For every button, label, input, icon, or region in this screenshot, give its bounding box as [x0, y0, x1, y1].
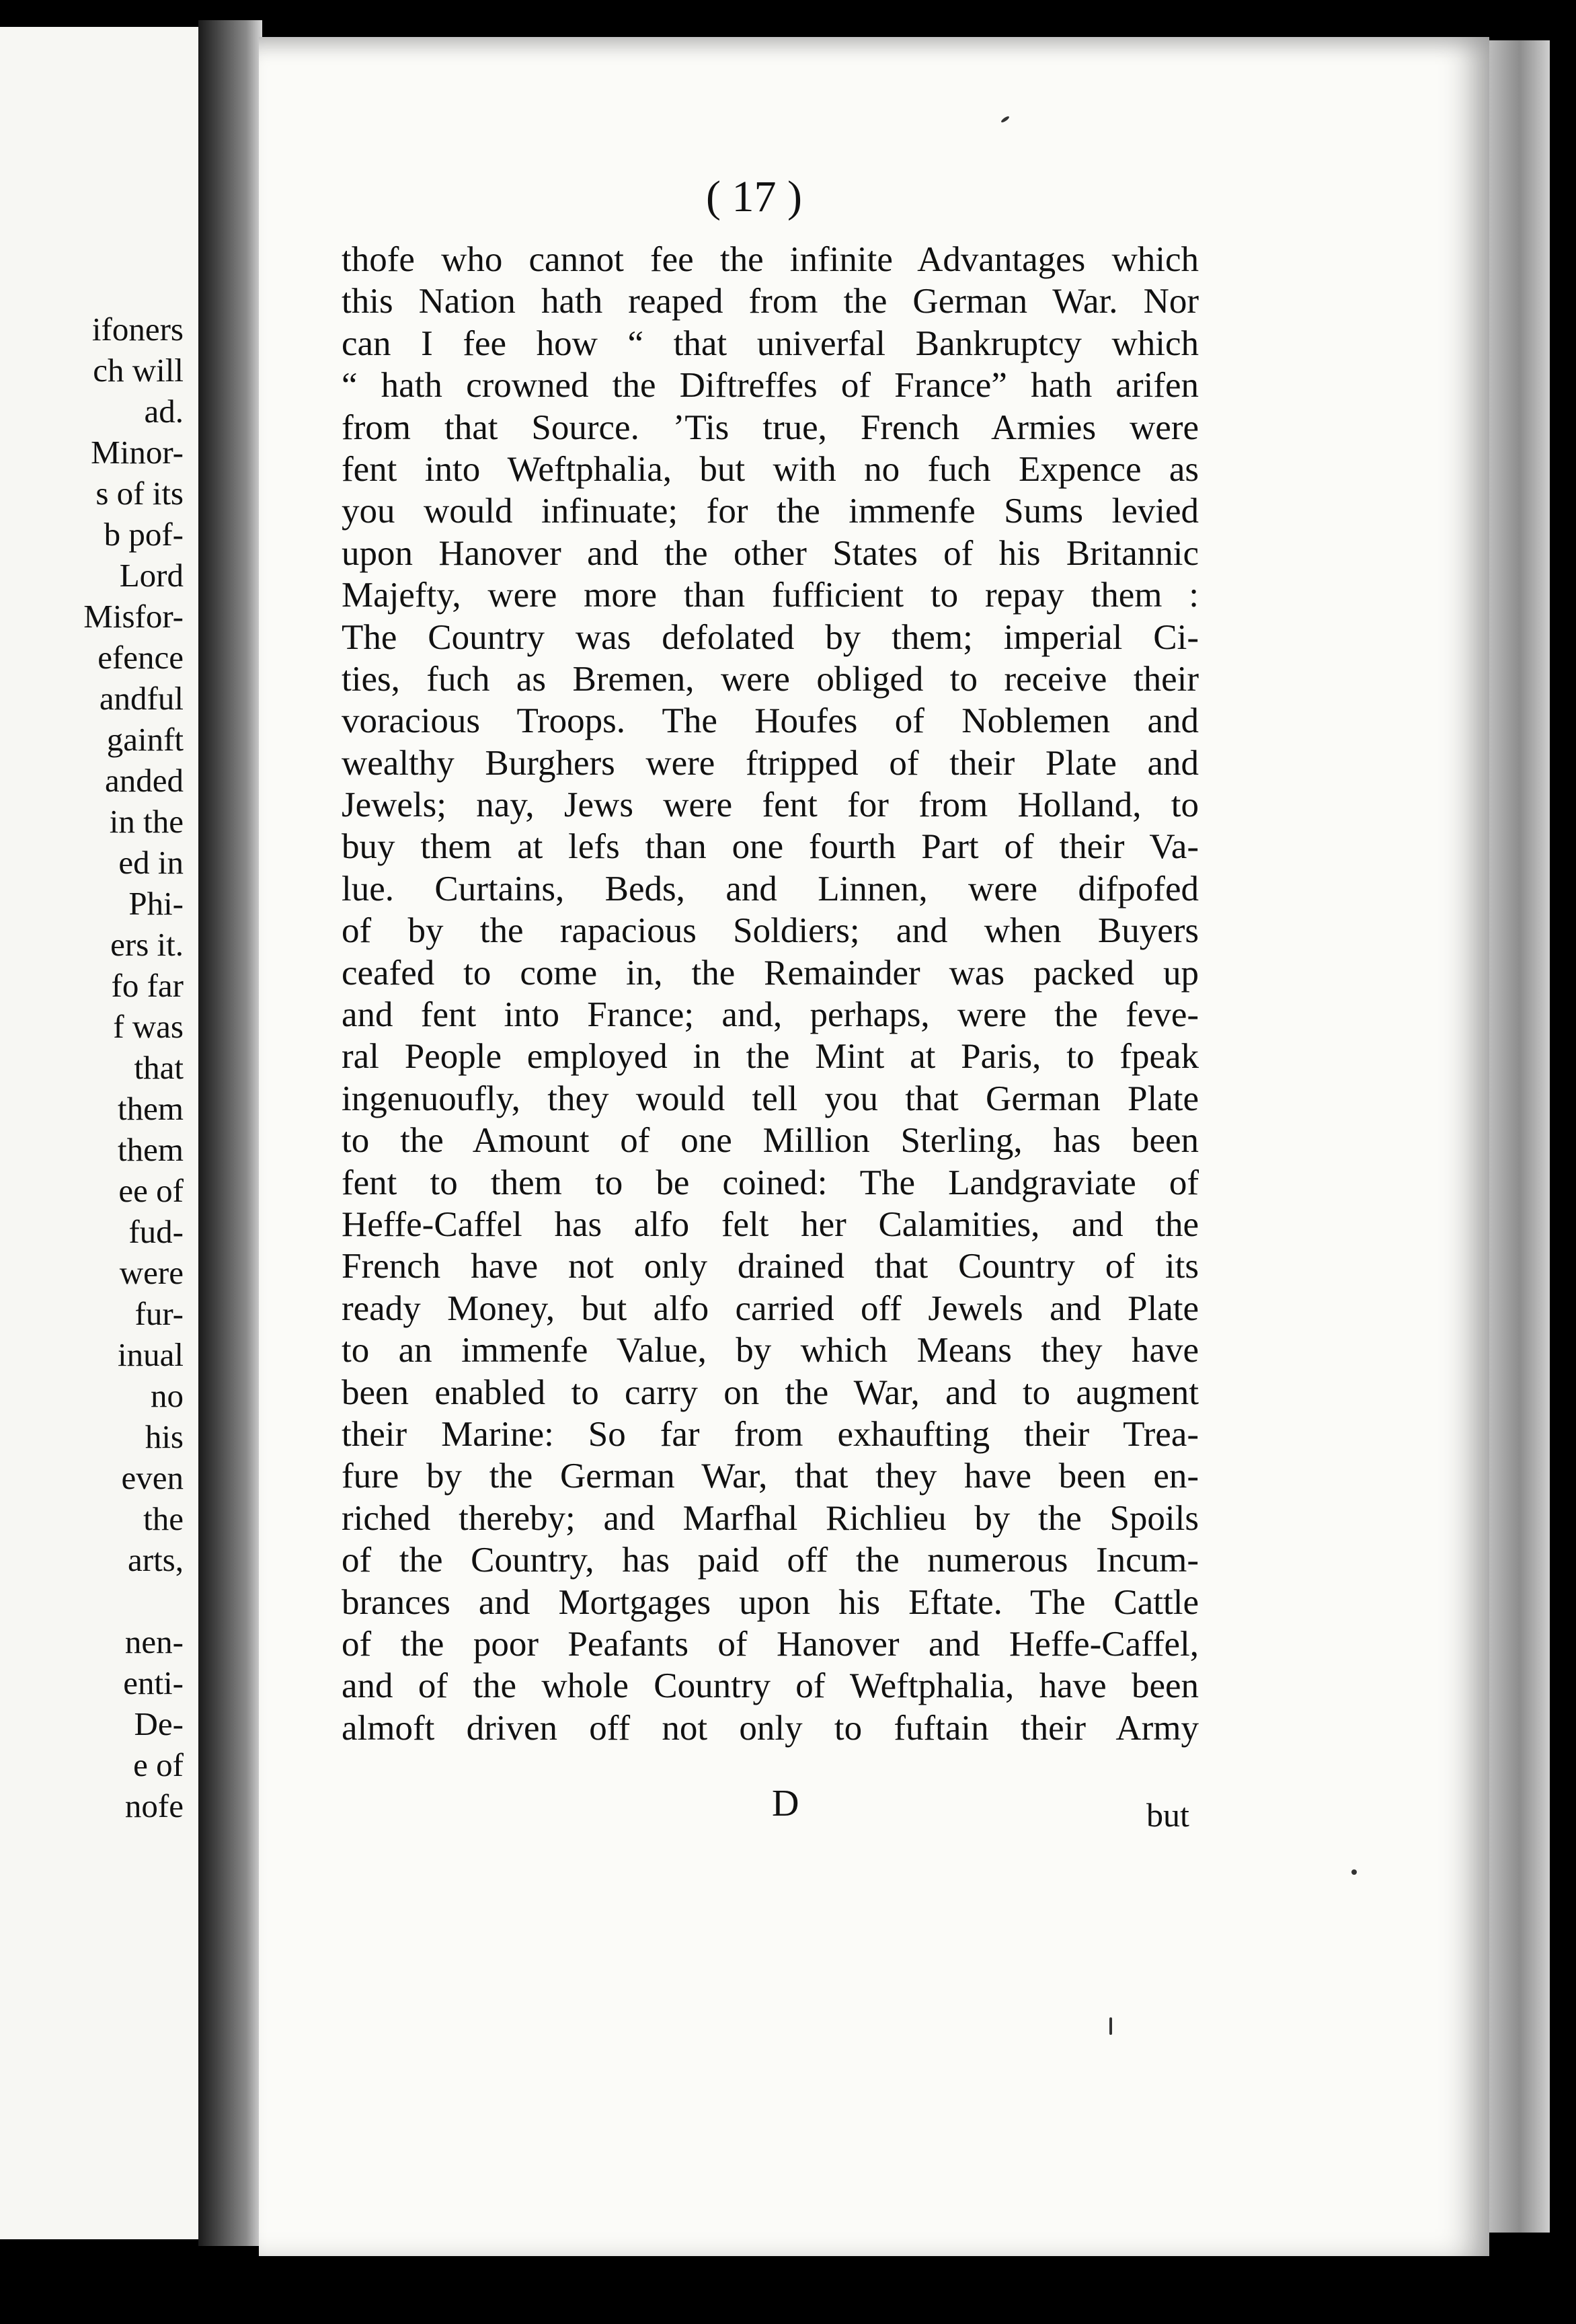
text-line: fure by the German War, that they have been en-: [342, 1457, 1199, 1496]
left-page-line: fud-: [128, 1213, 184, 1250]
left-page-line: the: [143, 1500, 184, 1537]
left-page-line: Misfor-: [83, 598, 184, 635]
text-line: lue. Curtains, Beds, and Linnen, were difpofed: [342, 869, 1199, 908]
text-line: ingenuoufly, they would tell you that German Plate: [342, 1079, 1199, 1118]
text-line: and of the whole Country of Weftphalia, have been: [342, 1666, 1199, 1706]
left-page-line: were: [119, 1254, 184, 1291]
page-edge: [1489, 40, 1550, 2233]
left-page-line: ee of: [118, 1172, 184, 1209]
left-page-line: nen-: [124, 1623, 184, 1660]
text-line: been enabled to carry on the War, and to augment: [342, 1372, 1199, 1412]
text-line: almoft driven off not only to fuftain their Army: [342, 1708, 1199, 1748]
text-line: from that Source. ’Tis true, French Armies were: [342, 408, 1199, 447]
left-page-line: ifoners: [91, 311, 184, 348]
text-line: fent to them to be coined: The Landgraviate of: [342, 1163, 1199, 1202]
text-line: of the poor Peafants of Hanover and Heffe-Caffel,: [342, 1624, 1199, 1664]
text-line: upon Hanover and the other States of his Britannic: [342, 533, 1199, 573]
text-line: ties, fuch as Bremen, were obliged to receive their: [342, 659, 1199, 699]
page-number: ( 17 ): [706, 172, 802, 221]
left-page-line: De-: [134, 1705, 184, 1742]
left-page-line: even: [121, 1459, 184, 1496]
text-line: The Country was defolated by them; imperial Ci-: [342, 617, 1199, 657]
left-page-line: arts,: [128, 1541, 184, 1578]
left-page-line: anded: [105, 762, 184, 799]
text-line: you would infinuate; for the immenfe Sums levied: [342, 492, 1199, 531]
text-line: Jewels; nay, Jews were fent for from Holland, to: [342, 785, 1199, 825]
left-page-line: fo far: [111, 967, 184, 1004]
text-line: ral People employed in the Mint at Paris, to fpeak: [342, 1037, 1199, 1077]
book-gutter: [198, 20, 262, 2246]
catchword: but: [1146, 1796, 1189, 1834]
left-page-fragment: [0, 27, 198, 2239]
left-page-line: b pof-: [104, 516, 184, 553]
left-page-line: ed in: [118, 844, 184, 881]
left-page-line: ad.: [144, 393, 184, 430]
text-line: ceafed to come in, the Remainder was packed up: [342, 953, 1199, 993]
left-page-line: fur-: [134, 1295, 184, 1332]
body-text: [342, 239, 1199, 1749]
text-line: of the Country, has paid off the numerous Incum-: [342, 1541, 1199, 1580]
left-page-line: efence: [97, 639, 184, 676]
left-page-line: no: [151, 1377, 184, 1414]
text-line: brances and Mortgages upon his Eftate. The Cattle: [342, 1582, 1199, 1622]
ink-speck: [1351, 1869, 1357, 1875]
text-line: this Nation hath reaped from the German War. Nor: [342, 282, 1199, 321]
text-line: riched thereby; and Marfhal Richlieu by the Spoils: [342, 1498, 1199, 1538]
left-page-line: f was: [113, 1008, 184, 1045]
text-line: of by the rapacious Soldiers; and when Buyers: [342, 911, 1199, 951]
text-line: ready Money, but alfo carried off Jewels and Plate: [342, 1288, 1199, 1328]
left-page-line: ers it.: [110, 926, 184, 963]
left-page-line: them: [118, 1131, 184, 1168]
text-line: Majefty, were more than fufficient to repay them :: [342, 576, 1199, 615]
left-page-line: in the: [109, 803, 184, 840]
left-page-line: Phi-: [128, 885, 184, 922]
left-page-line: inual: [118, 1336, 184, 1373]
left-page-line: his: [145, 1418, 184, 1455]
left-page-line: s of its: [95, 475, 184, 512]
text-line: fent into Weftphalia, but with no fuch Expence as: [342, 449, 1199, 489]
left-page-line: ch will: [93, 352, 184, 389]
text-line: “ hath crowned the Diftreffes of France” hath arifen: [342, 366, 1199, 405]
signature-mark: D: [772, 1783, 799, 1824]
text-line: French have not only drained that Country of its: [342, 1247, 1199, 1286]
left-page-line: enti-: [123, 1664, 184, 1701]
text-line: Heffe-Caffel has alfo felt her Calamities, and the: [342, 1204, 1199, 1244]
text-line: can I fee how “ that univerfal Bankruptcy which: [342, 323, 1199, 363]
left-page-line: e of: [133, 1746, 184, 1783]
left-page-line: that: [134, 1049, 184, 1086]
text-line: to an immenfe Value, by which Means they have: [342, 1331, 1199, 1370]
left-page-line: Lord: [119, 557, 184, 594]
left-page-line: gainft: [106, 721, 184, 758]
left-page-line: them: [118, 1090, 184, 1127]
text-line: buy them at lefs than one fourth Part of their Va-: [342, 827, 1199, 867]
left-page-line: Minor-: [91, 434, 184, 471]
left-page-line: andful: [99, 680, 184, 717]
text-line: and fent into France; and, perhaps, were the feve-: [342, 995, 1199, 1035]
ink-speck: [1109, 2017, 1112, 2035]
text-line: their Marine: So far from exhaufting their Trea-: [342, 1414, 1199, 1454]
text-line: voracious Troops. The Houfes of Noblemen and: [342, 701, 1199, 741]
text-line: to the Amount of one Million Sterling, has been: [342, 1121, 1199, 1161]
text-line: wealthy Burghers were ftripped of their Plate and: [342, 743, 1199, 783]
text-line: thofe who cannot fee the infinite Advantages which: [342, 240, 1199, 279]
left-page-line: nofe: [124, 1787, 184, 1824]
